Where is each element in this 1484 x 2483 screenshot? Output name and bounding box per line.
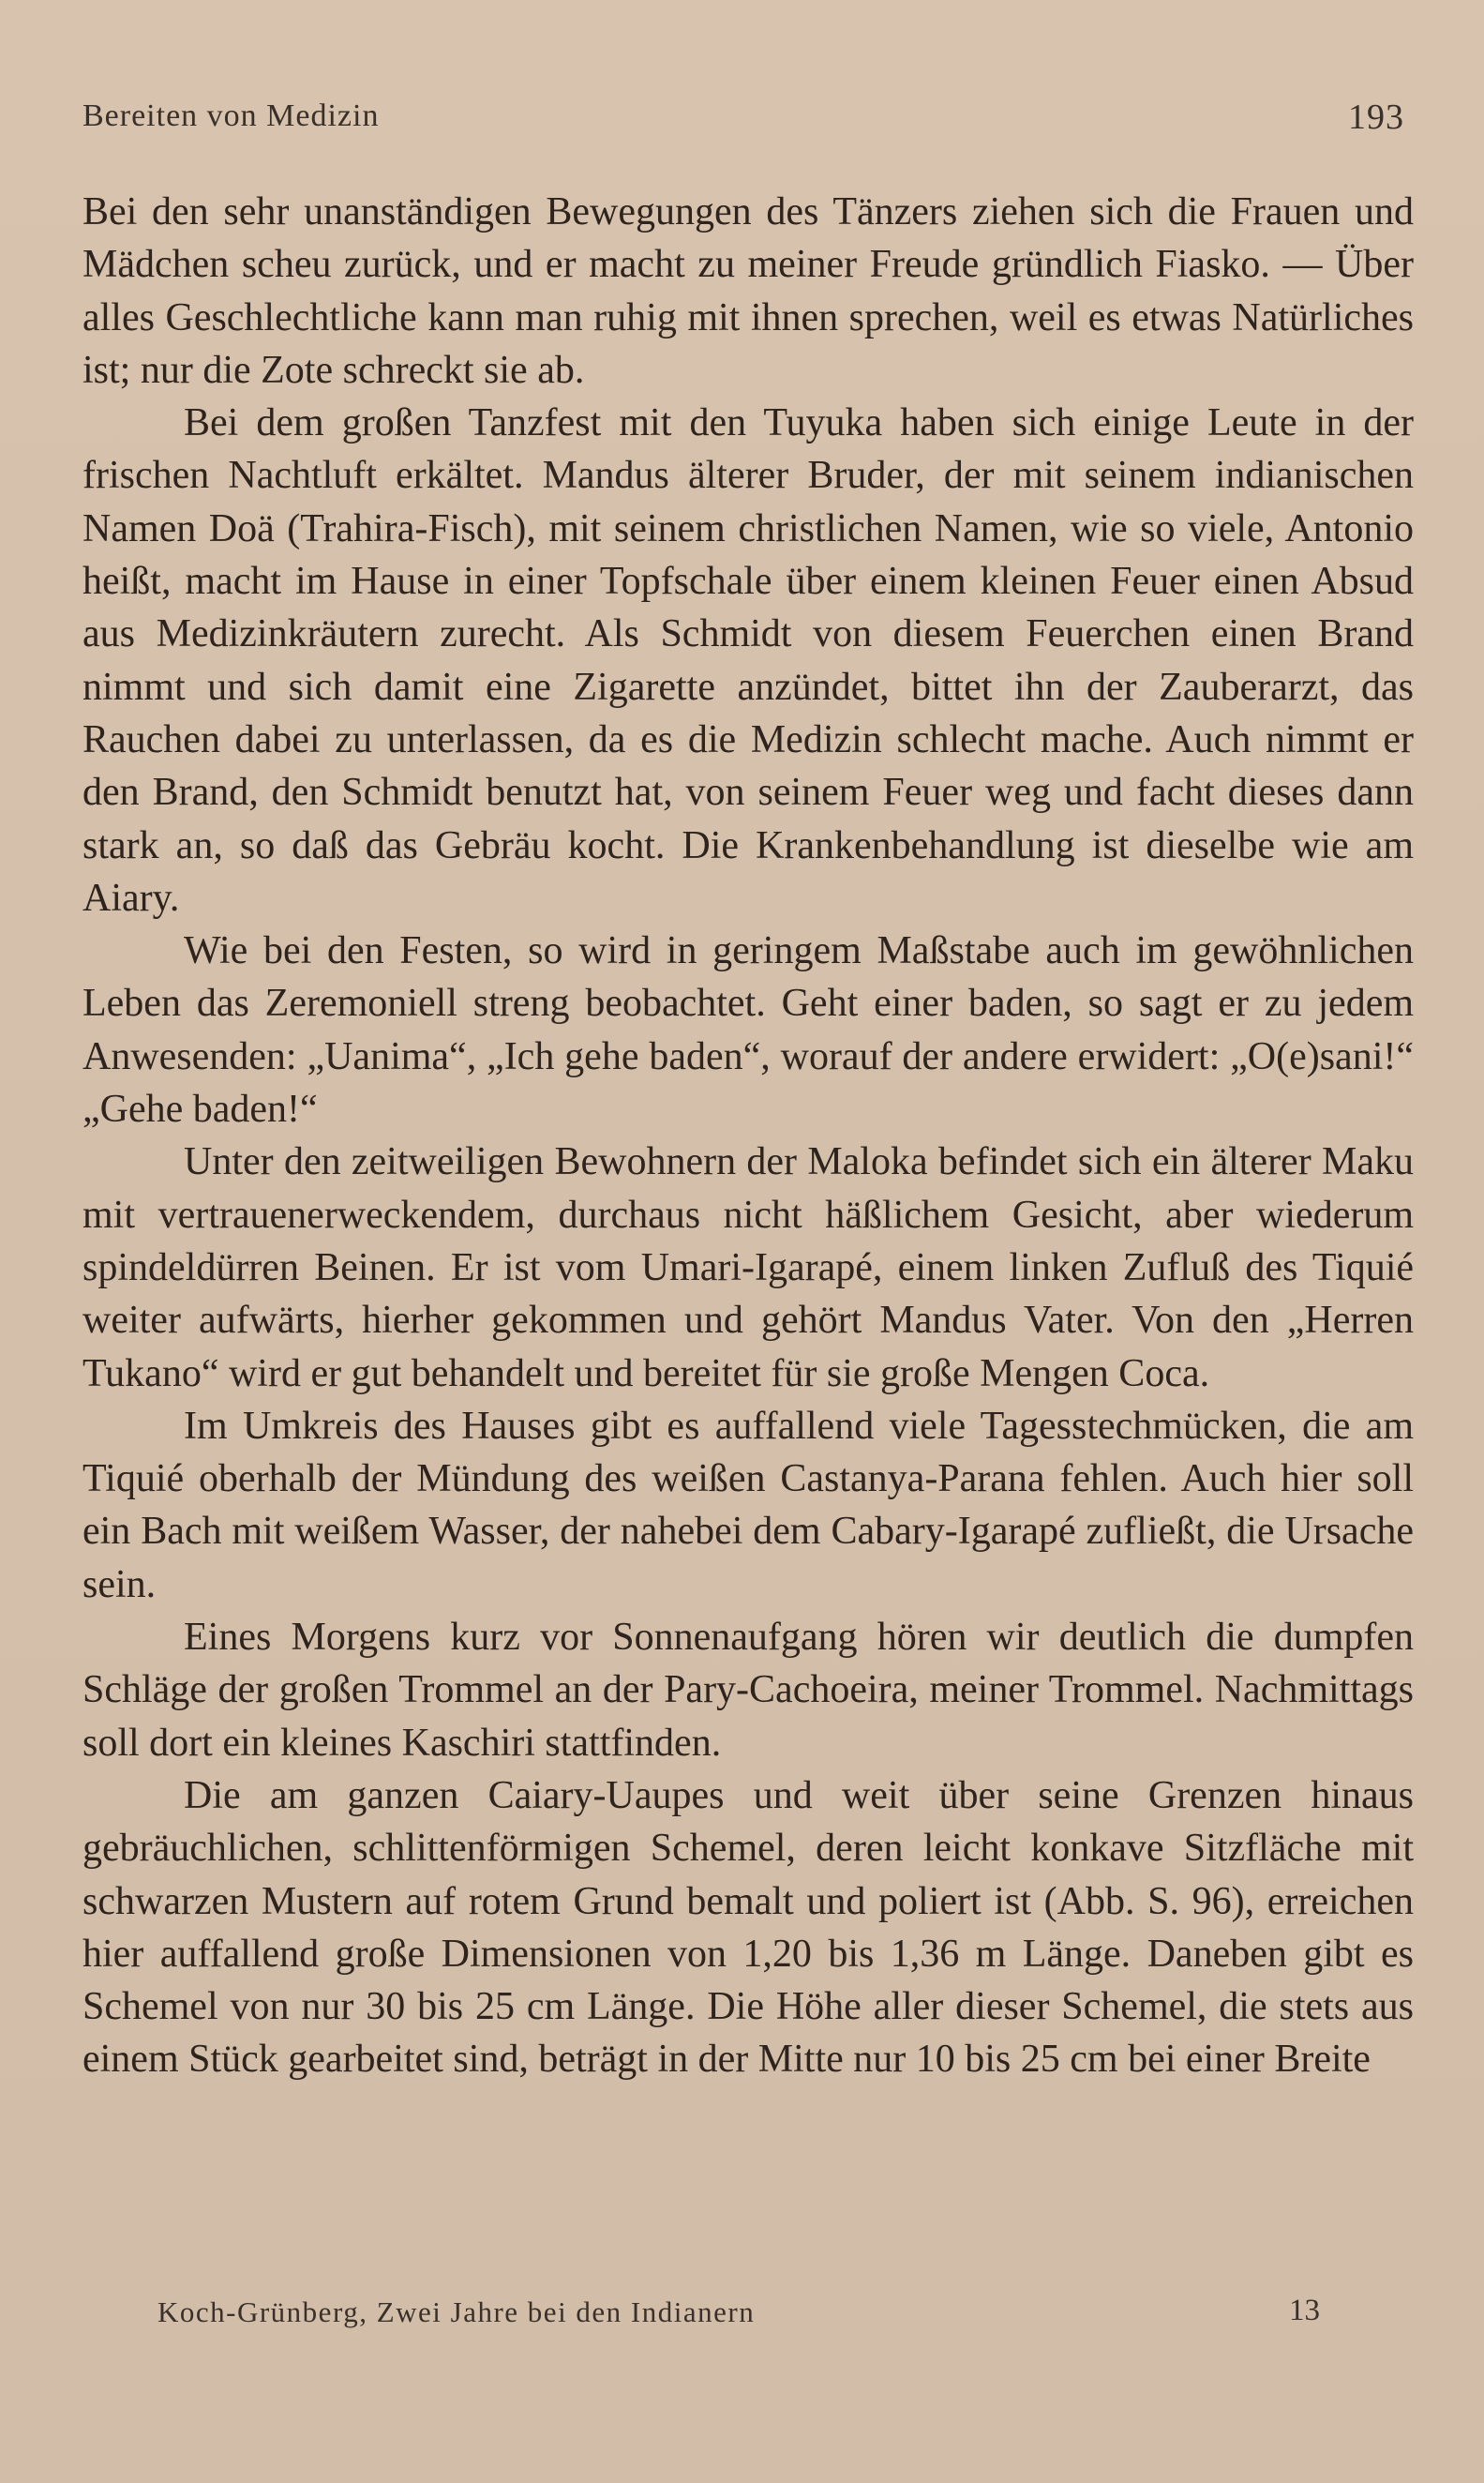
body-text [82, 186, 1414, 2086]
paragraph: Im Umkreis des Hauses gibt es auffallend viele Tagesstechmücken, die am Tiquié oberhalb der Mündung des weißen Castanya-Parana fehlen. Auch hier soll ein Bach mit weißem Wasser, der nahebei dem Cabary-Igarapé zufließt, die Ursache sein. [82, 1404, 1414, 1606]
footer-source: Koch-Grünberg, Zwei Jahre bei den Indianern [157, 2295, 756, 2328]
paragraph: Bei dem großen Tanzfest mit den Tuyuka haben sich einige Leute in der frischen Nachtluft erkältet. Mandus älterer Bruder, der mit seinem indianischen Namen Doä (Trahira-Fisch), mit seinem christlichen Namen, wie so viele, Antonio heißt, macht im Hause in einer Topfschale über einem kleinen Feuer einen Absud aus Medizinkräutern zurecht. Als Schmidt von diesem Feuerchen einen Brand nimmt und sich damit eine Zigarette anzündet, bittet ihn der Zauberarzt, das Rauchen dabei zu unterlassen, da es die Medizin schlecht mache. Auch nimmt er den Brand, den Schmidt benutzt hat, von seinem Feuer weg und facht dieses dann stark an, so daß das Gebräu kocht. Die Krankenbehandlung ist dieselbe wie am Aiary. [82, 401, 1414, 920]
sheet-number: 13 [1289, 2294, 1320, 2327]
paragraph: Eines Morgens kurz vor Sonnenaufgang hören wir deutlich die dumpfen Schläge der großen Trommel an der Pary-Cachoeira, meiner Trommel. Nachmittags soll dort ein kleines Kaschiri stattfinden. [82, 1616, 1414, 1765]
paragraph: Bei den sehr unanständigen Bewegungen des Tänzers ziehen sich die Frauen und Mädchen scheu zurück, und er macht zu meiner Freude gründlich Fiasko. — Über alles Geschlechtliche kann man ruhig mit ihnen sprechen, weil es etwas Natürliches ist; nur die Zote schreckt sie ab. [82, 190, 1414, 392]
paragraph: Unter den zeitweiligen Bewohnern der Maloka befindet sich ein älterer Maku mit vertrauenerweckendem, durchaus nicht häßlichem Gesicht, aber wiederum spindeldürren Beinen. Er ist vom Umari-Igarapé, einem linken Zufluß des Tiquié weiter aufwärts, hierher gekommen und gehört Mandus Vater. Von den „Herren Tukano“ wird er gut behandelt und bereitet für sie große Mengen Coca. [82, 1140, 1414, 1395]
running-head-title: Bereiten von Medizin [82, 98, 380, 133]
paragraph: Wie bei den Festen, so wird in geringem Maßstabe auch im gewöhnlichen Leben das Zeremoniell streng beobachtet. Geht einer baden, so sagt er zu jedem Anwesenden: „Uanima“, „Ich gehe baden“, worauf der andere erwidert: „O(e)sani!“ „Gehe baden!“ [82, 929, 1414, 1132]
paragraph: Die am ganzen Caiary-Uaupes und weit über seine Grenzen hinaus gebräuchlichen, schlittenförmigen Schemel, deren leicht konkave Sitzfläche mit schwarzen Mustern auf rotem Grund bemalt und poliert ist (Abb. S. 96), erreichen hier auffallend große Dimensionen von 1,20 bis 1,36 m Länge. Daneben gibt es Schemel von nur 30 bis 25 cm Länge. Die Höhe aller dieser Schemel, die stets aus einem Stück gearbeitet sind, beträgt in der Mitte nur 10 bis 25 cm bei einer Breite [82, 1773, 1414, 2082]
page-number: 193 [1348, 98, 1404, 137]
running-head [82, 98, 1404, 145]
page-footer [157, 2295, 1320, 2337]
